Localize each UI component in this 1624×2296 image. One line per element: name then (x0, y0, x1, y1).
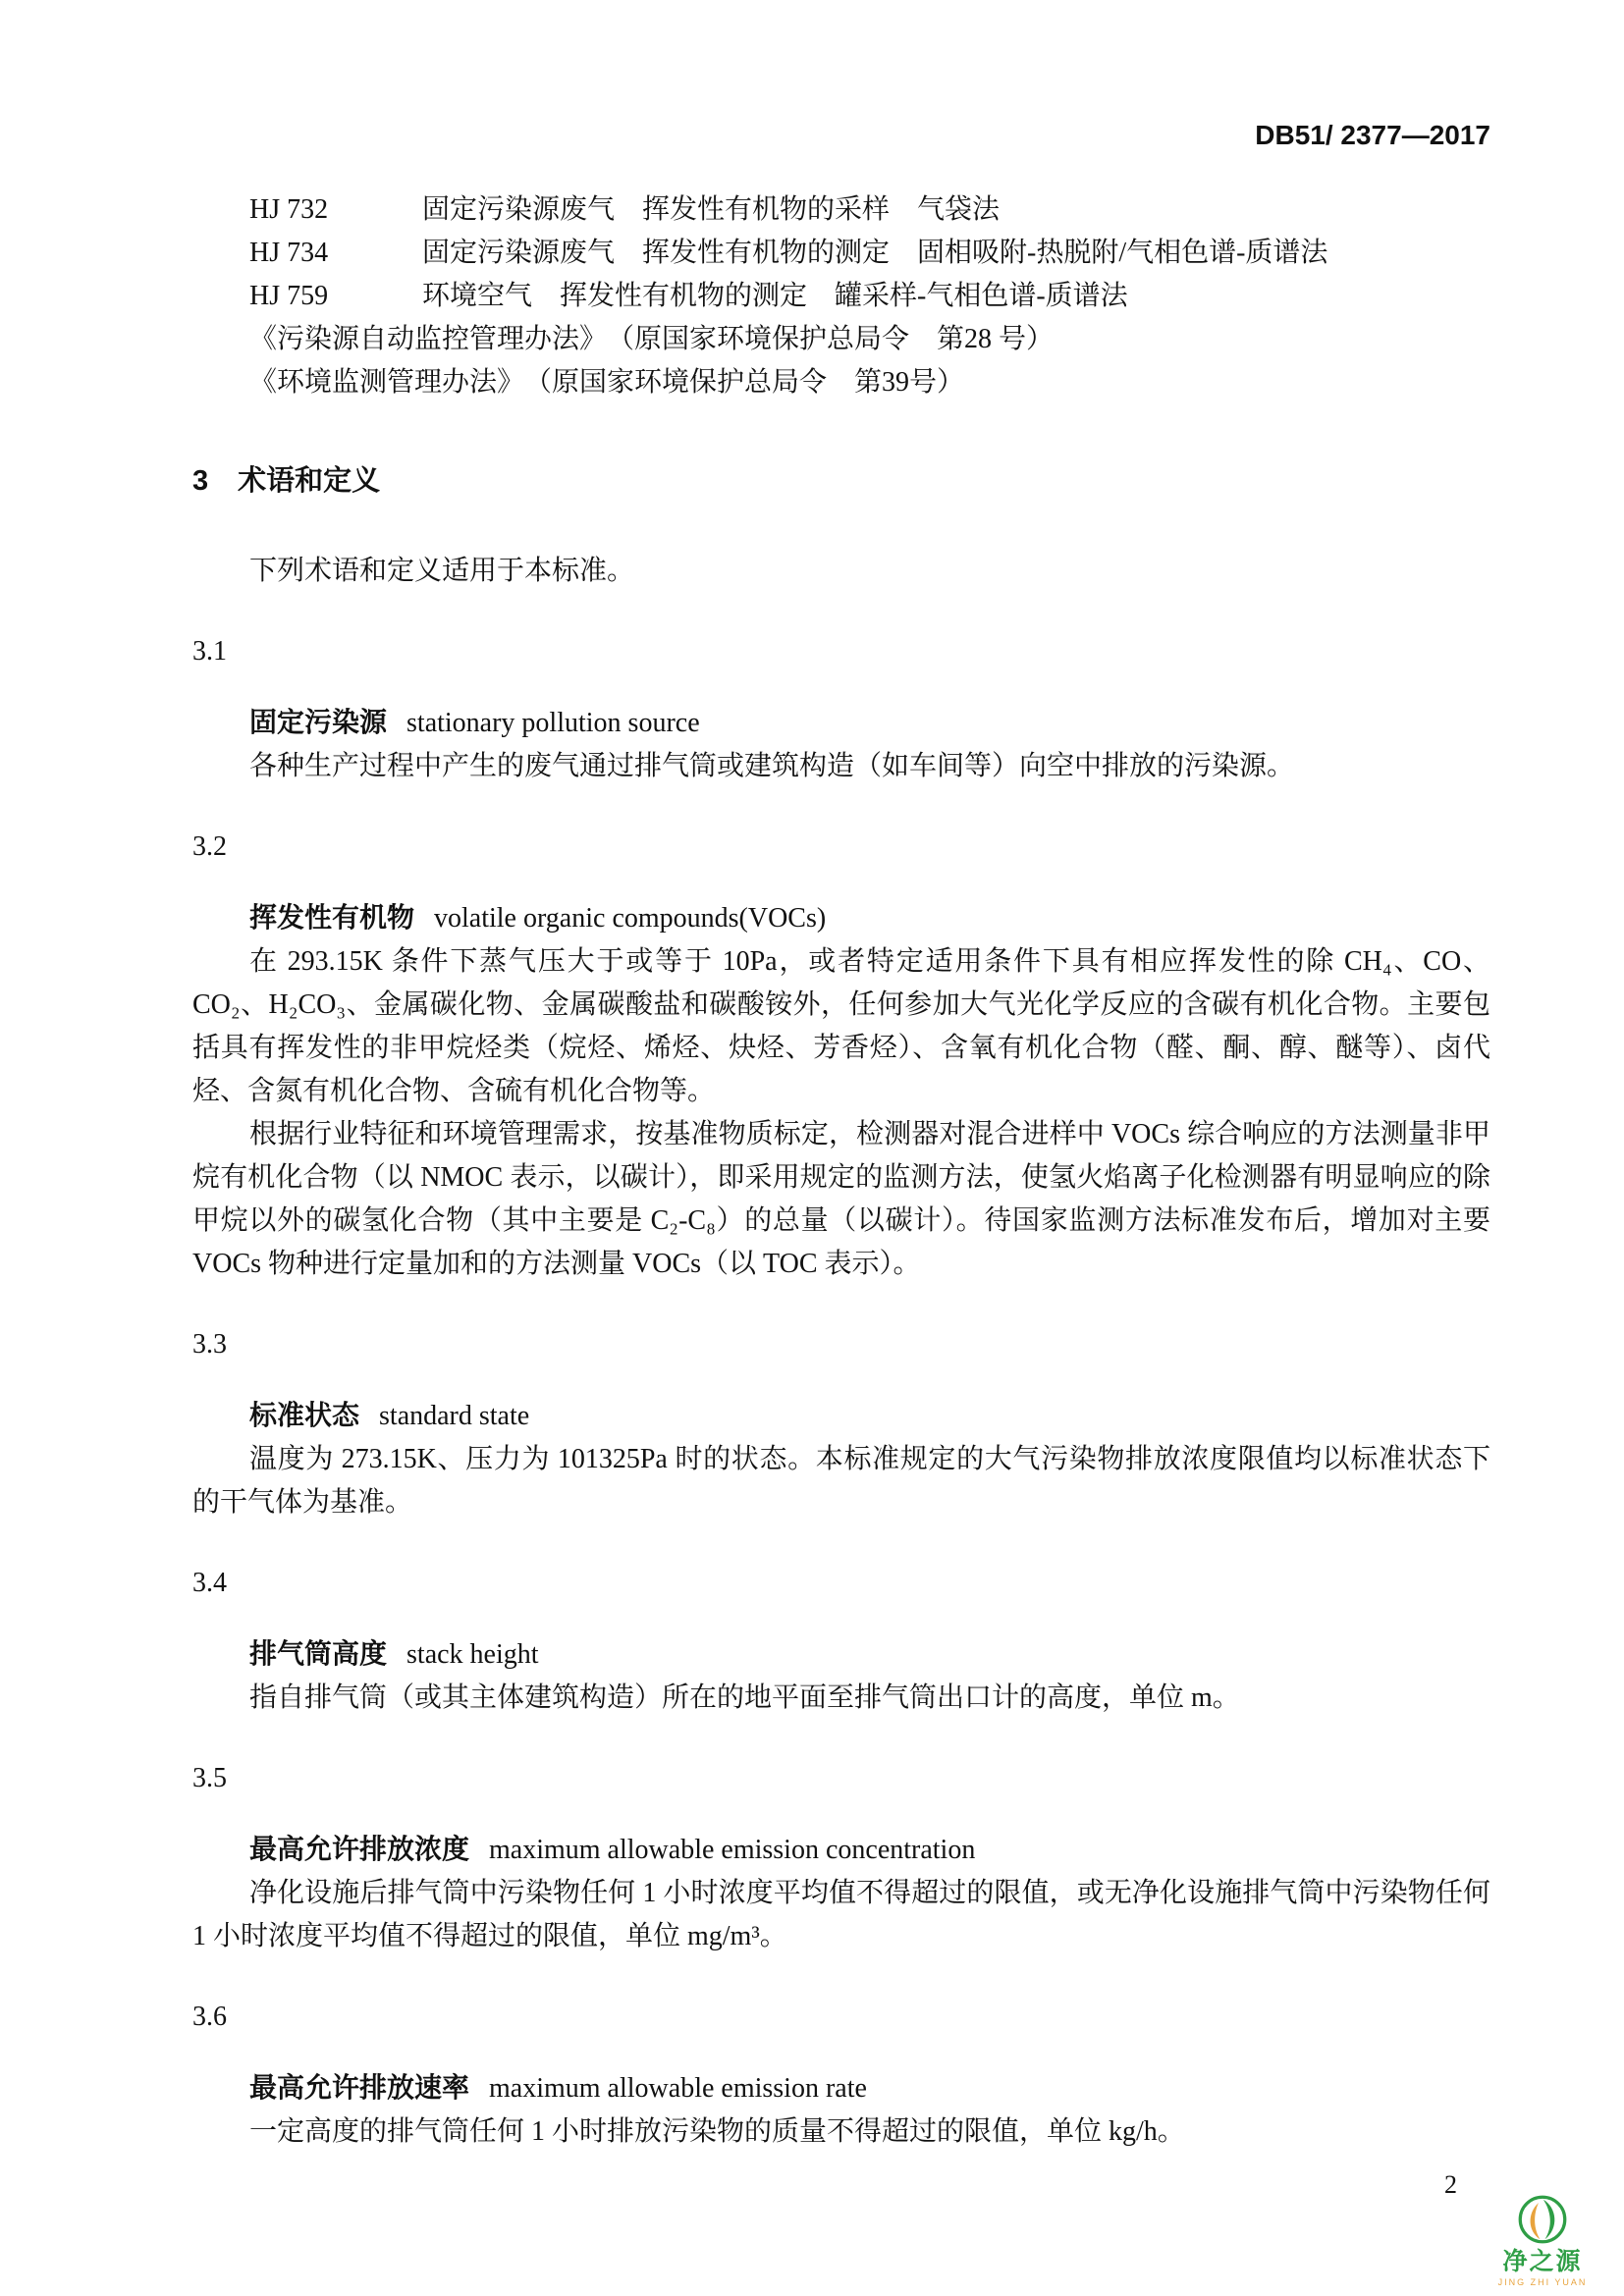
term-name-en: stack height (406, 1639, 539, 1670)
term-definition: 指自排气筒（或其主体建筑构造）所在的地平面至排气筒出口计的高度，单位 m。 (249, 1682, 1240, 1713)
term-name-en: standard state (379, 1401, 530, 1431)
references-section (192, 188, 1490, 404)
reference-title: 《污染源自动监控管理办法》 （原国家环境保护总局令 第28 号） (249, 324, 1055, 354)
term-name-zh: 标准状态 (249, 1400, 360, 1430)
term-head (192, 896, 1490, 940)
term-definition: 根据行业特征和环境管理需求，按基准物质标定，检测器对混合进样中 VOCs 综合响应的方法测量非甲烷有机化合物（以 NMOC 表示，以碳计），即采用规定的监测方法，使氢火焰离子化检测器有明显响应的除甲烷以外的碳氢化合物（其中主要是 C₂-C₈）的总量（以碳计）。待国家监测方法标准发布后，增加对主要 VOCs 物种进行定量加和的方法测量 VOCs（以 TOC 表示）。 (192, 1119, 1490, 1279)
reference-title: 环境空气 挥发性有机物的测定 罐采样-气相色谱-质谱法 (422, 281, 1128, 311)
term-3-2 (192, 826, 1490, 1286)
reference-title: 固定污染源废气 挥发性有机物的采样 气袋法 (422, 194, 1001, 225)
term-head (192, 701, 1490, 745)
term-definition: 温度为 273.15K、压力为 101325Pa 时的状态。本标准规定的大气污染物排放浓度限值均以标准状态下的干气体为基准。 (192, 1444, 1490, 1518)
reference-item (192, 318, 1490, 361)
term-name-en: stationary pollution source (406, 708, 700, 738)
term-number: 3.4 (192, 1568, 227, 1598)
section-title: 术语和定义 (238, 465, 381, 497)
term-definition: 各种生产过程中产生的废气通过排气筒或建筑构造（如车间等）向空中排放的污染源。 (249, 751, 1295, 781)
logo-subtext: JING ZHI YUAN (1497, 2277, 1588, 2287)
page-number: 2 (1444, 2170, 1457, 2199)
reference-item (192, 275, 1490, 318)
term-3-3 (192, 1323, 1490, 1524)
term-number: 3.1 (192, 636, 227, 667)
term-definition: 净化设施后排气筒中污染物任何 1 小时浓度平均值不得超过的限值，或无净化设施排气筒中污染物任何 1 小时浓度平均值不得超过的限值，单位 mg/m³。 (192, 1878, 1490, 1951)
reference-title: 《环境监测管理办法》 （原国家环境保护总局令 第39号） (249, 367, 965, 398)
section-intro: 下列术语和定义适用于本标准。 (249, 556, 635, 586)
term-name-zh: 排气筒高度 (249, 1638, 388, 1669)
section-number: 3 (192, 465, 209, 497)
term-head (192, 1394, 1490, 1438)
term-name-en: volatile organic compounds(VOCs) (434, 903, 827, 934)
section-heading (192, 459, 1490, 503)
term-head (192, 1632, 1490, 1677)
term-number: 3.2 (192, 831, 227, 862)
term-3-5 (192, 1757, 1490, 1958)
term-3-6 (192, 1996, 1490, 2154)
standard-code: DB51/ 2377—2017 (1255, 120, 1490, 150)
leaf-logo-icon (1517, 2194, 1568, 2245)
term-number: 3.6 (192, 2002, 227, 2032)
logo-text: 净之源 (1502, 2248, 1583, 2275)
term-3-4 (192, 1562, 1490, 1720)
document-header (192, 116, 1490, 155)
reference-item (192, 232, 1490, 275)
reference-title: 固定污染源废气 挥发性有机物的测定 固相吸附-热脱附/气相色谱-质谱法 (422, 238, 1328, 268)
term-head (192, 1828, 1490, 1872)
term-name-en: maximum allowable emission concentration (489, 1835, 976, 1865)
reference-item (192, 188, 1490, 232)
term-definition: 一定高度的排气筒任何 1 小时排放污染物的质量不得超过的限值，单位 kg/h。 (249, 2116, 1185, 2147)
term-definition: 在 293.15K 条件下蒸气压大于或等于 10Pa，或者特定适用条件下具有相应挥发性的除 CH₄、CO、CO₂、H₂CO₃、金属碳化物、金属碳酸盐和碳酸铵外，任何参加大气光化学反应的含碳有机化合物。主要包括具有挥发性的非甲烷烃类（烷烃、烯烃、炔烃、芳香烃）、含氧有机化合物（醛、酮、醇、醚等）、卤代烃、含氮有机化合物、含硫有机化合物等。 (192, 946, 1490, 1106)
term-number: 3.5 (192, 1763, 227, 1793)
reference-item (192, 361, 1490, 404)
term-head (192, 2066, 1490, 2110)
term-number: 3.3 (192, 1329, 227, 1360)
term-name-zh: 最高允许排放浓度 (249, 1834, 470, 1864)
reference-code: HJ 759 (249, 281, 329, 311)
jingzhiyuan-logo (1479, 2194, 1606, 2288)
term-name-zh: 固定污染源 (249, 707, 388, 737)
term-name-en: maximum allowable emission rate (489, 2073, 867, 2104)
term-name-zh: 最高允许排放速率 (249, 2072, 470, 2103)
term-3-1 (192, 630, 1490, 788)
term-name-zh: 挥发性有机物 (249, 902, 415, 933)
reference-code: HJ 732 (249, 194, 329, 225)
reference-code: HJ 734 (249, 238, 329, 268)
